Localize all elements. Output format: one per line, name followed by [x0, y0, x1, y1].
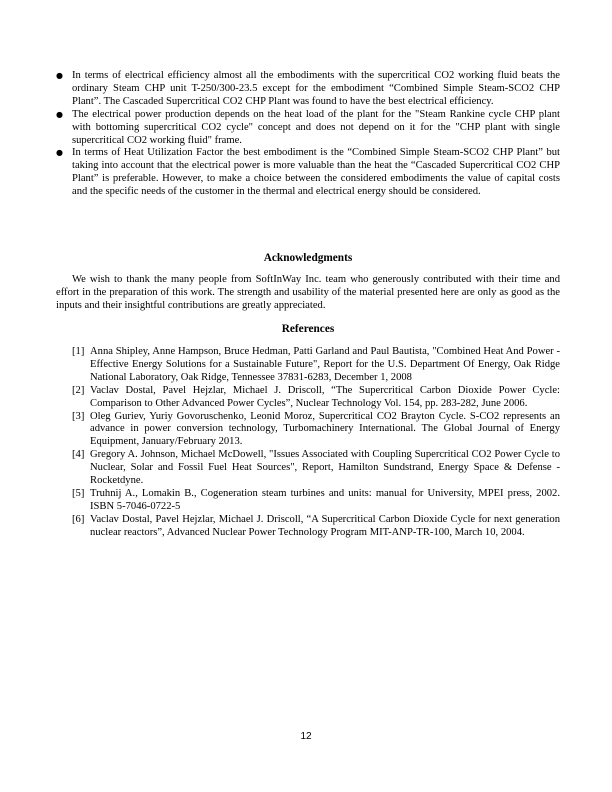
reference-text: Oleg Guriev, Yuriy Govoruschenko, Leonid Moroz, Supercritical CO2 Brayton Cycle. S-CO2 represents an advance in power conversion technology, Turbomachinery International. The Global Journal of Energy Equipment, January/February 2013. — [90, 410, 560, 448]
acknowledgments-heading: Acknowledgments — [263, 252, 353, 264]
conclusion-bullet — [56, 109, 560, 148]
reference-text: Vaclav Dostal, Pavel Hejzlar, Michael J. Driscoll, “The Supercritical Carbon Dioxide Power Cycle: Comparison to Other Advanced Power Cycles”, Nuclear Technology Vol. 154, pp. 283-282, June 2006. — [90, 384, 560, 409]
conclusion-bullet — [56, 70, 560, 109]
reference-text: Vaclav Dostal, Pavel Hejzlar, Michael J. Driscoll, “A Supercritical Carbon Dioxide Cycle for next generation nuclear reactors”, Advanced Nuclear Power Technology Program MIT-ANP-TR-100, March 10, 2004. — [90, 513, 560, 538]
reference-number: [1] — [72, 346, 85, 357]
reference-number: [2] — [72, 384, 85, 396]
reference-item — [72, 411, 560, 450]
reference-item — [72, 346, 560, 385]
reference-number: [5] — [72, 487, 85, 499]
reference-item — [72, 449, 560, 488]
reference-text: Gregory A. Johnson, Michael McDowell, "Issues Associated with Coupling Supercritical CO2 Power Cycle to Nuclear, Solar and Fossil Fuel Heat Sources", Report, Hamilton Sundstrand, Energy Space & Defense - Rocketdyne. — [90, 449, 560, 487]
bullet-icon: ● — [56, 109, 63, 119]
conclusion-bullet — [56, 147, 560, 199]
reference-number: [6] — [72, 513, 85, 525]
reference-item — [72, 488, 560, 514]
bullet-text: The electrical power production depends on the heat load of the plant for the "Steam Rankine cycle CHP plant with bottoming supercritical CO2 cycle" concept and does not depend on it for the "CHP plant with single supercritical CO2 working fluid" frame. — [72, 108, 560, 146]
reference-item — [72, 514, 560, 540]
references-heading: References — [281, 323, 335, 335]
acknowledgments-paragraph: We wish to thank the many people from SoftInWay Inc. team who generously contributed with their time and effort in the preparation of this work. The strength and usability of the material presented here are only as good as the inputs and their insightful contributions are greatly appreciated. — [56, 274, 560, 311]
reference-number: [4] — [72, 449, 85, 461]
reference-number: [3] — [72, 410, 85, 422]
reference-text: Anna Shipley, Anne Hampson, Bruce Hedman, Patti Garland and Paul Bautista, "Combined Heat And Power - Effective Energy Solutions for a Sustainable Future", Report for the U.S. Department Of Energy, Oak Ridge National Laboratory, Oak Ridge, Tennessee 37831-6283, December 1, 2008 — [90, 346, 560, 383]
conclusion-bullet-list — [56, 70, 560, 199]
bullet-icon: ● — [56, 148, 63, 158]
bullet-text: In terms of Heat Utilization Factor the best embodiment is the “Combined Simple Steam-SCO2 CHP Plant” but taking into account that the electrical power is more valuable than the heat the “Cascaded Supercritical CO2 CHP Plant” is preferable. However, to make a choice between the considered embodiments the value of capital costs and the specific needs of the customer in the thermal and electrical energy should be considered. — [72, 147, 560, 198]
references-list — [72, 346, 560, 540]
page-number: 12 — [300, 731, 312, 742]
bullet-icon: ● — [56, 71, 63, 80]
reference-text: Truhnij A., Lomakin B., Cogeneration steam turbines and units: manual for University, MPEI press, 2002. ISBN 5-7046-0722-5 — [90, 487, 560, 512]
reference-item — [72, 385, 560, 411]
bullet-text: In terms of electrical efficiency almost all the embodiments with the supercritical CO2 working fluid beats the ordinary Steam CHP unit T-250/300-23.5 except for the embodiment “Combined Simple Steam-SCO2 CHP Plant”. The Cascaded Supercritical CO2 CHP Plant was found to have the best electrical efficiency. — [72, 70, 560, 107]
